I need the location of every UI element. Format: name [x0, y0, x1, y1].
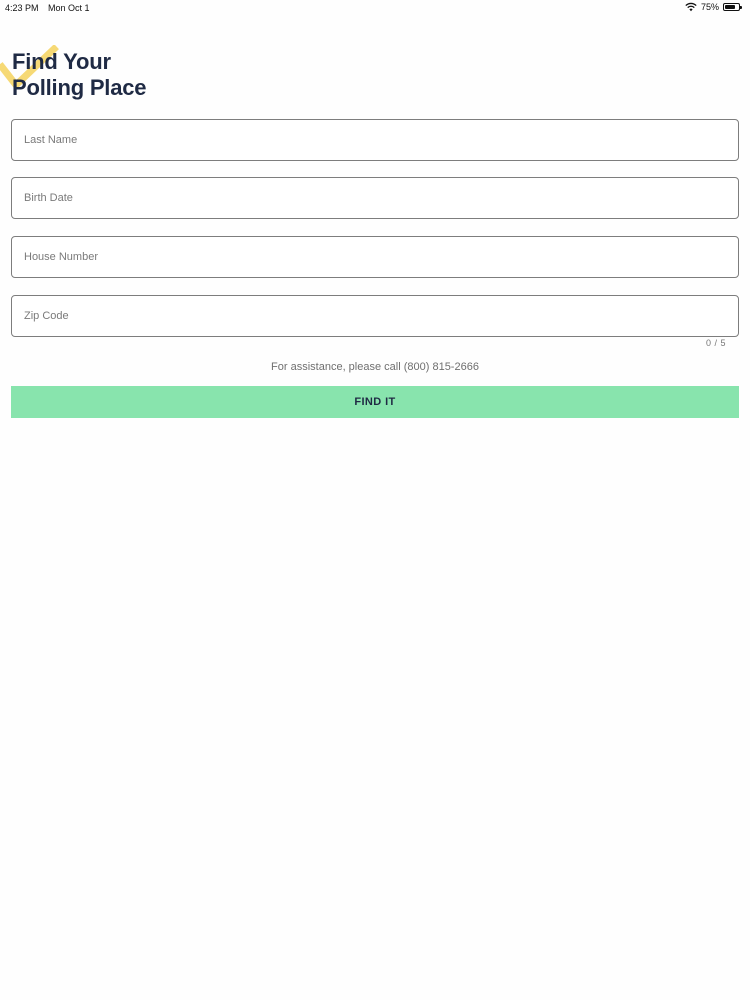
page-title-line-2: Polling Place: [12, 75, 147, 100]
zip-code-field: [11, 295, 739, 337]
assistance-text: For assistance, please call (800) 815-2666: [271, 361, 479, 373]
page-header: [12, 49, 212, 105]
birth-date-field: [11, 177, 739, 219]
battery-fill: [725, 5, 735, 9]
page-title: [12, 49, 212, 101]
birth-date-input[interactable]: [12, 178, 738, 218]
zip-code-input[interactable]: [12, 296, 738, 336]
status-time: 4:23 PM: [5, 3, 39, 13]
find-it-button[interactable]: FIND IT: [11, 386, 739, 418]
status-right-group: [685, 2, 740, 12]
house-number-input[interactable]: [12, 237, 738, 277]
wifi-icon: [685, 2, 697, 12]
last-name-input[interactable]: [12, 120, 738, 160]
battery-percent: 75%: [700, 2, 719, 12]
zip-code-character-counter: 0 / 5: [705, 338, 726, 348]
house-number-field: [11, 236, 739, 278]
status-bar: [0, 0, 750, 16]
status-date: Mon Oct 1: [48, 3, 90, 13]
last-name-field: [11, 119, 739, 161]
battery-icon: [723, 3, 740, 11]
page-title-line-1: Find Your: [12, 49, 111, 74]
